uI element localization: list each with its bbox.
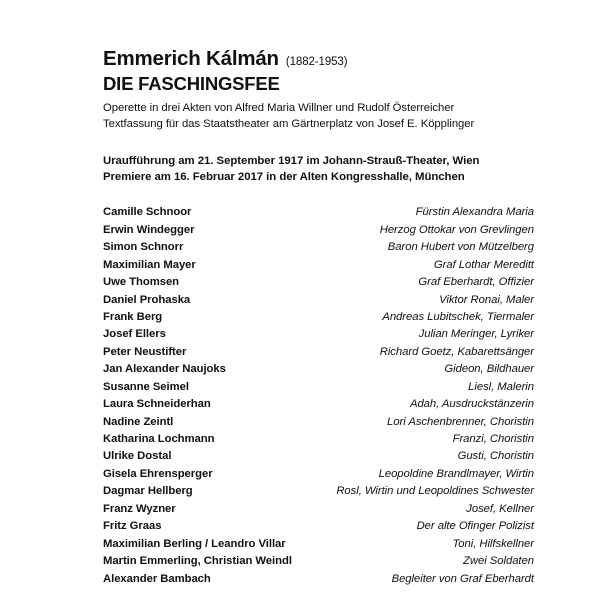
table-row	[103, 310, 534, 327]
performer-name: Maximilian Berling / Leandro Villar	[103, 537, 286, 550]
role-name: Lori Aschenbrenner, Choristin	[387, 415, 534, 428]
performer-name: Frank Berg	[103, 310, 163, 323]
performer-name: Daniel Prohaska	[103, 293, 191, 306]
performer-name: Peter Neustifter	[103, 345, 187, 358]
premiere-block	[103, 153, 534, 187]
performer-name: Maximilian Mayer	[103, 258, 196, 271]
table-row	[103, 519, 534, 536]
performer-name: Franz Wyzner	[103, 502, 176, 515]
performer-name: Uwe Thomsen	[103, 276, 180, 289]
role-name: Julian Meringer, Lyriker	[418, 328, 534, 341]
performer-name: Nadine Zeintl	[103, 415, 174, 428]
subtitle-line-2: Textfassung für das Staatstheater am Gärtnerplatz von Josef E. Köpplinger	[103, 118, 475, 131]
role-name: Viktor Ronai, Maler	[439, 293, 534, 306]
composer-name: Emmerich Kálmán	[103, 47, 279, 70]
composer-years: (1882-1953)	[285, 56, 348, 68]
role-name: Herzog Ottokar von Grevlingen	[379, 223, 534, 236]
table-row	[103, 484, 534, 501]
table-row	[103, 275, 534, 292]
premiere-line-2: Premiere am 16. Februar 2017 in der Alten Kongresshalle, München	[103, 171, 465, 184]
performer-name: Erwin Windegger	[103, 223, 195, 236]
premiere-line-1: Uraufführung am 21. September 1917 im Johann-Strauß-Theater, Wien	[103, 154, 480, 167]
composer-line	[103, 48, 534, 71]
role-name: Josef, Kellner	[466, 502, 534, 515]
role-name: Liesl, Malerin	[468, 380, 534, 393]
performer-name: Dagmar Hellberg	[103, 485, 193, 498]
table-row	[103, 415, 534, 432]
table-row	[103, 345, 534, 362]
performer-name: Simon Schnorr	[103, 241, 184, 254]
role-name: Zwei Soldaten	[463, 555, 534, 568]
performer-name: Alexander Bambach	[103, 572, 211, 585]
role-name: Richard Goetz, Kabarettsänger	[379, 345, 534, 358]
table-row	[103, 240, 534, 257]
table-row	[103, 258, 534, 275]
table-row	[103, 397, 534, 414]
role-name: Rosl, Wirtin und Leopoldines Schwester	[336, 485, 534, 498]
role-name: Der alte Ofinger Polizist	[416, 520, 534, 533]
performer-name: Jan Alexander Naujoks	[103, 363, 226, 376]
role-name: Gusti, Choristin	[457, 450, 534, 463]
table-row	[103, 380, 534, 397]
performer-name: Ulrike Dostal	[103, 450, 172, 463]
role-name: Adah, Ausdruckstänzerin	[409, 398, 534, 411]
role-name: Graf Lothar Mereditt	[433, 258, 534, 271]
performer-name: Camille Schnoor	[103, 206, 192, 219]
performer-name: Josef Ellers	[103, 328, 166, 341]
work-title: DIE FASCHINGSFEE	[103, 72, 280, 94]
role-name: Toni, Hilfskellner	[452, 537, 534, 550]
cast-list	[103, 205, 534, 589]
title-block	[103, 48, 534, 133]
table-row	[103, 502, 534, 519]
table-row	[103, 223, 534, 240]
table-row	[103, 293, 534, 310]
role-name: Graf Eberhardt, Offizier	[418, 276, 534, 289]
table-row	[103, 572, 534, 589]
table-row	[103, 362, 534, 379]
performer-name: Laura Schneiderhan	[103, 398, 211, 411]
performer-name: Gisela Ehrensperger	[103, 467, 213, 480]
table-row	[103, 449, 534, 466]
table-row	[103, 327, 534, 344]
role-name: Gideon, Bildhauer	[444, 363, 534, 376]
performer-name: Katharina Lochmann	[103, 433, 215, 445]
subtitle-line-1: Operette in drei Akten von Alfred Maria Willner und Rudolf Österreicher	[103, 101, 455, 114]
role-name: Andreas Lubitschek, Tiermaler	[382, 310, 534, 323]
role-name: Leopoldine Brandlmayer, Wirtin	[378, 467, 534, 480]
table-row	[103, 537, 534, 554]
table-row	[103, 467, 534, 484]
role-name: Franzi, Choristin	[452, 433, 534, 445]
role-name: Baron Hubert von Mützelberg	[387, 241, 534, 254]
performer-name: Martin Emmerling, Christian Weindl	[103, 555, 292, 568]
role-name: Begleiter von Graf Eberhardt	[391, 572, 534, 585]
table-row	[103, 205, 534, 222]
performer-name: Susanne Seimel	[103, 380, 189, 393]
role-name: Fürstin Alexandra Maria	[415, 206, 534, 219]
performer-name: Fritz Graas	[103, 520, 162, 533]
table-row	[103, 554, 534, 571]
table-row	[103, 432, 534, 449]
